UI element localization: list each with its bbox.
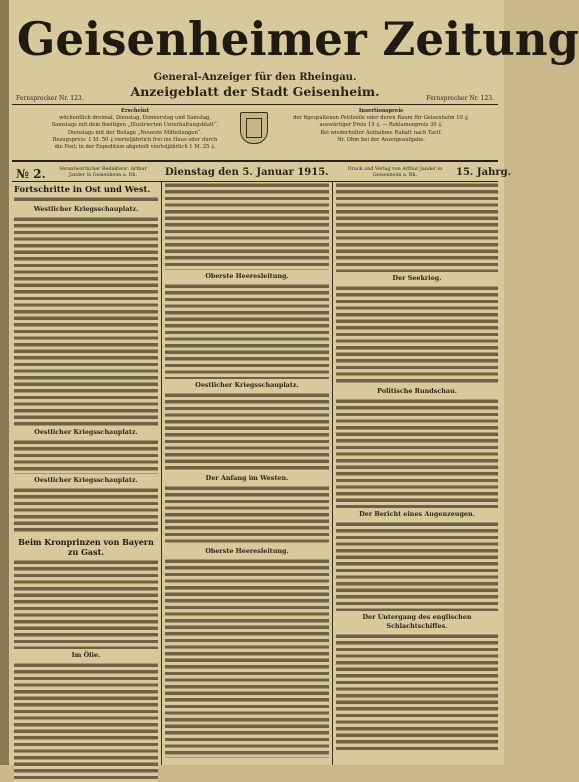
editor-note: Verantwortlicher Redakteur: Arthur Jander in Geisenheim a. Rh. (59, 167, 147, 178)
info-right (276, 108, 486, 144)
info-right-line: auswärtiger Preis 15 ₰. — Reklamenpreis 30 ₰. (319, 122, 443, 129)
article-text (14, 196, 158, 203)
info-left (40, 108, 230, 151)
article-text (165, 485, 329, 545)
info-left-line: Dienstags mit der Beilage „Neueste Mitteilungen“. (67, 129, 203, 136)
section-heading: Der Seekrieg. (392, 274, 442, 282)
section-heading: Im Ölie. (71, 650, 101, 659)
info-left-line: die Post; in der Expedition abgeholt vierteljährlich 1 M. 25 ₰. (54, 144, 216, 151)
section-heading: Der Bericht eines Augenzeugen. (359, 510, 475, 518)
phone-right: Fernsprecher Nr. 123. (426, 95, 494, 102)
headline: Beim Kronprinzen von Bayern zu Gast. (18, 536, 154, 557)
article-text (336, 521, 498, 611)
article-text (336, 633, 498, 753)
coat-of-arms-icon (240, 112, 268, 144)
article-text (336, 398, 498, 508)
column-1 (14, 182, 158, 765)
phone-left: Fernsprecher Nr. 123. (16, 95, 84, 102)
section-heading: Oestlicher Kriegsschauplatz. (34, 427, 138, 436)
column-divider (161, 182, 162, 765)
section-heading: Politische Rundschau. (377, 387, 457, 395)
publisher-note: Druck und Verlag von Arthur Jander in Geisenheim a. Rh. (347, 167, 443, 178)
info-right-line: Insertionspreis (358, 108, 404, 114)
article-text (165, 392, 329, 472)
section-heading: Oberste Heeresleitung. (205, 272, 289, 280)
article-text (336, 285, 498, 385)
article-text (14, 439, 158, 474)
column-3 (336, 182, 498, 765)
section-heading: Oestlicher Kriegsschauplatz. (195, 381, 299, 389)
info-left-line: Erscheint (121, 108, 149, 114)
divider (12, 160, 498, 162)
issue-date: Dienstag den 5. Januar 1915. (165, 167, 329, 178)
article-text (14, 559, 158, 649)
section-heading: Oestlicher Kriegsschauplatz. (34, 475, 138, 484)
article-text (336, 182, 498, 272)
section-heading: Der Untergang des englischen Schlachtschiffes. (362, 613, 472, 630)
article-text (14, 662, 158, 782)
page-edge (0, 0, 9, 765)
volume-year: 15. Jahrg. (456, 167, 512, 178)
masthead-subtitle-2: Anzeigeblatt der Stadt Geisenheim. (130, 84, 380, 99)
article-text (165, 558, 329, 758)
article-text (14, 487, 158, 535)
column-divider (332, 182, 333, 765)
section-heading: Der Anfang im Westen. (205, 474, 289, 482)
info-left-line: Bezugspreis: 1 M. 50 ₰ vierteljährlich frei ins Haus oder durch (52, 136, 218, 143)
issue-number: № 2. (16, 167, 46, 181)
masthead-subtitle: General-Anzeiger für den Rheingau. (153, 72, 357, 83)
column-2 (165, 182, 329, 765)
divider (12, 104, 498, 105)
info-right-line: Nr. Ohm bei der Anzeigeaufgabe. (337, 136, 425, 143)
info-left-line: wöchentlich dreimal, Dienstag, Donnerstag und Samstag, (58, 115, 212, 122)
info-left-line: Samstags mit dem 8seitigen „Illustrierten Unterhaltungsblatt“. (51, 122, 219, 129)
headline: Fortschritte in Ost und West. (14, 184, 151, 194)
info-right-line: Bei wiederholter Aufnahme Rabatt nach Tarif. (320, 129, 442, 136)
section-heading: Oberste Heeresleitung. (205, 547, 289, 555)
article-text (165, 182, 329, 270)
info-right-line: der 6gespaltenen Petitzeile oder deren Raum für Geisenheim 10 ₰; (293, 115, 469, 122)
section-heading: Westlicher Kriegsschauplatz. (33, 204, 139, 213)
article-text (14, 216, 158, 426)
masthead-title: Geisenheimer Zeitung (16, 12, 579, 66)
article-text (165, 283, 329, 379)
